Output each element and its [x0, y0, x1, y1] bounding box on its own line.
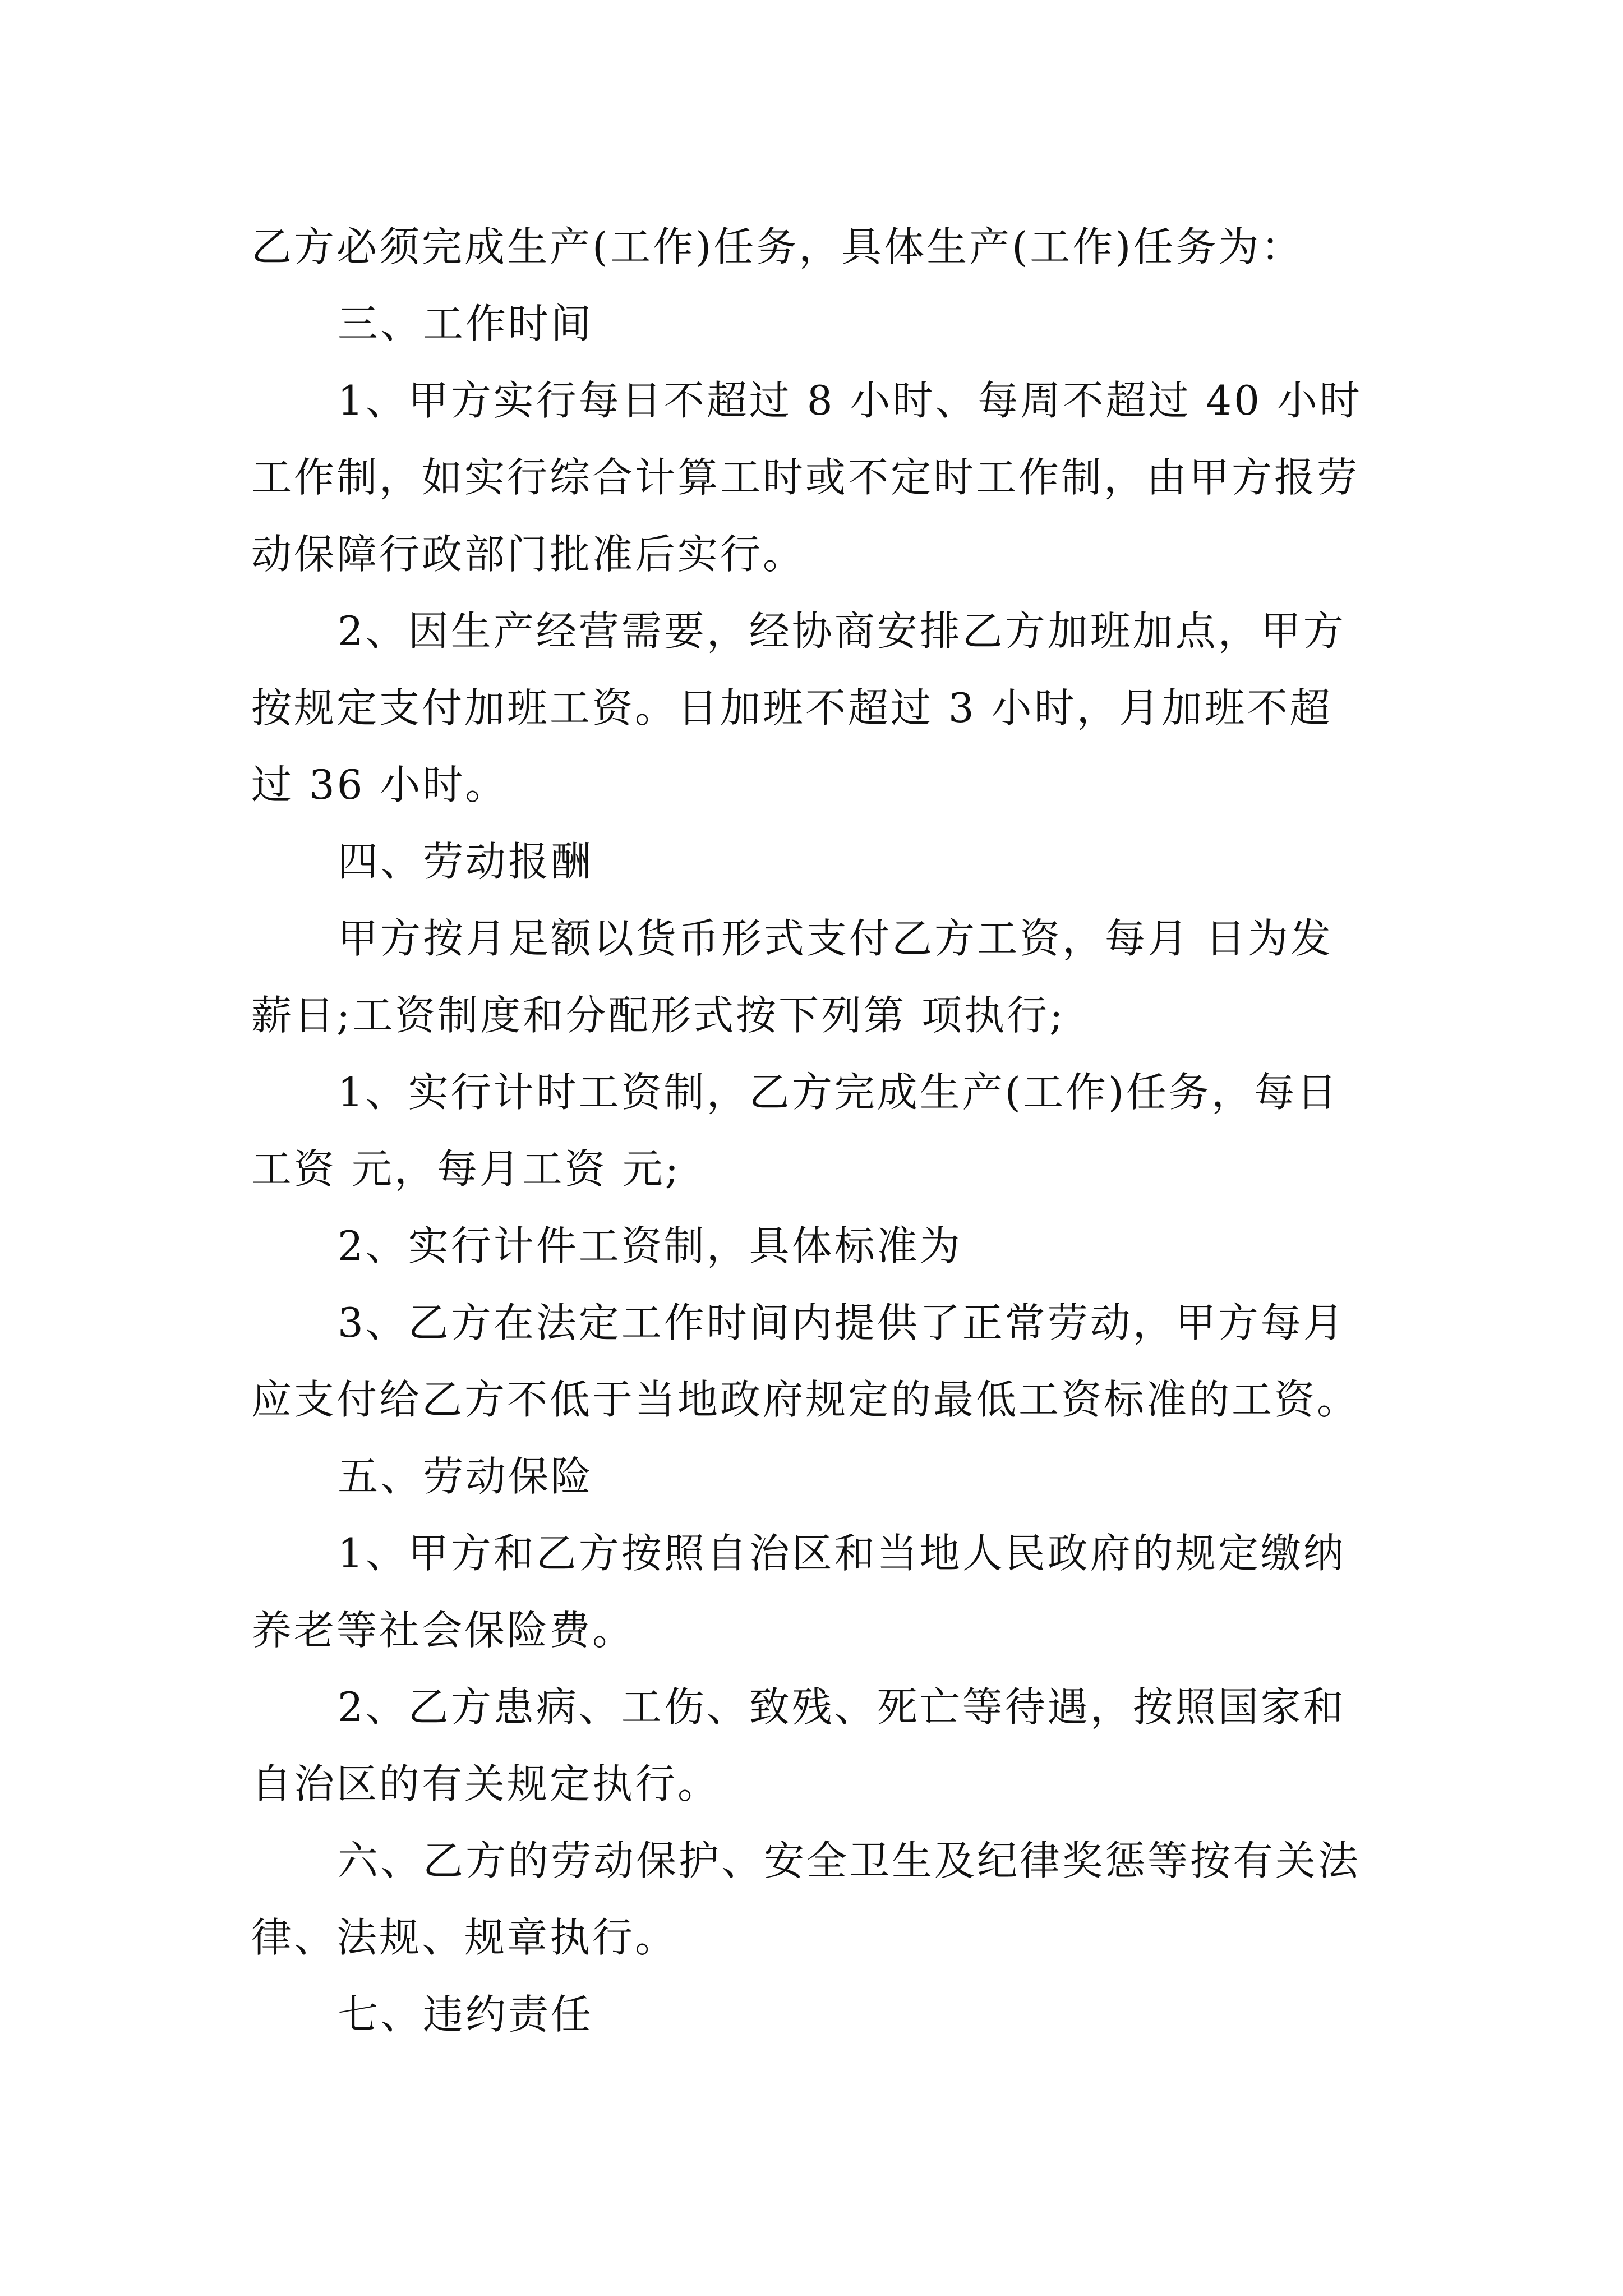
heading-remuneration: 四、劳动报酬 — [338, 838, 594, 885]
paragraph-task-statement: 乙方必须完成生产(工作)任务，具体生产(工作)任务为： — [251, 223, 1304, 270]
heading-labor-insurance: 五、劳动保险 — [338, 1453, 594, 1500]
paragraph-protection: 六、乙方的劳动保护、安全卫生及纪律奖惩等按有关法律、法规、规章执行。 — [251, 1837, 1361, 1961]
paragraph-remuneration-3: 3、乙方在法定工作时间内提供了正常劳动，甲方每月应支付给乙方不低于当地政府规定的最低工资标准的工资。 — [251, 1299, 1360, 1423]
paragraph-remuneration-intro: 甲方按月足额以货币形式支付乙方工资，每月 日为发薪日;工资制度和分配形式按下列第 项执行; — [251, 915, 1333, 1039]
paragraph-hours-2: 2、因生产经营需要，经协商安排乙方加班加点，甲方按规定支付加班工资。日加班不超过 3 小时，月加班不超过 36 小时。 — [251, 608, 1346, 808]
paragraph-insurance-1: 1、甲方和乙方按照自治区和当地人民政府的规定缴纳养老等社会保险费。 — [251, 1530, 1346, 1654]
paragraph-remuneration-2: 2、实行计件工资制，具体标准为 — [338, 1222, 962, 1269]
heading-liability: 七、违约责任 — [338, 1991, 594, 2038]
paragraph-hours-1: 1、甲方实行每日不超过 8 小时、每周不超过 40 小时工作制，如实行综合计算工时或不定时工作制，由甲方报劳动保障行政部门批准后实行。 — [251, 377, 1362, 578]
document-body — [251, 209, 1373, 2053]
paragraph-insurance-2: 2、乙方患病、工伤、致残、死亡等待遇，按照国家和自治区的有关规定执行。 — [251, 1683, 1346, 1807]
heading-working-hours: 三、工作时间 — [338, 300, 594, 347]
paragraph-remuneration-1: 1、实行计时工资制，乙方完成生产(工作)任务，每日工资 元，每月工资 元; — [251, 1069, 1339, 1193]
